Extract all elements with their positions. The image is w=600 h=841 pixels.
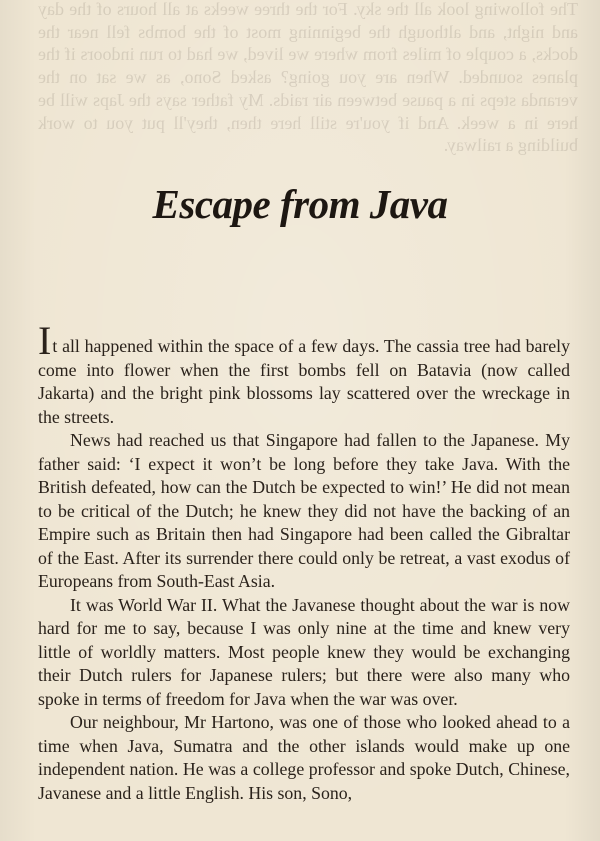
paragraph-1 xyxy=(38,318,570,429)
chapter-title: Escape from Java xyxy=(152,181,448,228)
drop-cap: I xyxy=(38,318,52,363)
chapter-body xyxy=(38,318,570,805)
paragraph-3: It was World War II. What the Javanese thought about the war is now hard for me to say, because I was only nine at the time and knew very little of worldly matters. Most people knew they would be exchanging their Dutch rulers for Japanese rulers; but there were also many who spoke in terms of freedom for Java when the war was over. xyxy=(38,594,570,709)
bleed-through-text: The following look all the sky. For the three weeks at all hours of the day and night, and although the beginning most of the bombs fell near the docks, a couple of miles from where we lived, we had to run indoors if the planes sounded. When are you going? asked Sono, as we sat on the veranda steps in a pause between air raids. My father says the Japs will be here in a week. And if you're still here then, they'll put you to work building a railway. xyxy=(38,0,578,156)
paragraph-1-text: t all happened within the space of a few days. The cassia tree had barely come into flower when the first bombs fell on Batavia (now called Jakarta) and the bright pink blossoms lay scattered over the wreckage in the streets. xyxy=(38,336,570,427)
paragraph-2: News had reached us that Singapore had fallen to the Japanese. My father said: ‘I expect it won’t be long before they take Java. With the British defeated, how can the Dutch be expected to win!’ He did not mean to be critical of the Dutch; he knew they did not have the backing of an Empire such as Britain then had Singapore had been called the Gibraltar of the East. After its surrender there could only be retreat, a vast exodus of Europeans from South-East Asia. xyxy=(38,430,570,591)
paragraph-4: Our neighbour, Mr Hartono, was one of those who looked ahead to a time when Java, Sumatra and the other islands would make up one independent nation. He was a college professor and spoke Dutch, Chinese, Javanese and a little English. His son, Sono, xyxy=(38,712,570,803)
